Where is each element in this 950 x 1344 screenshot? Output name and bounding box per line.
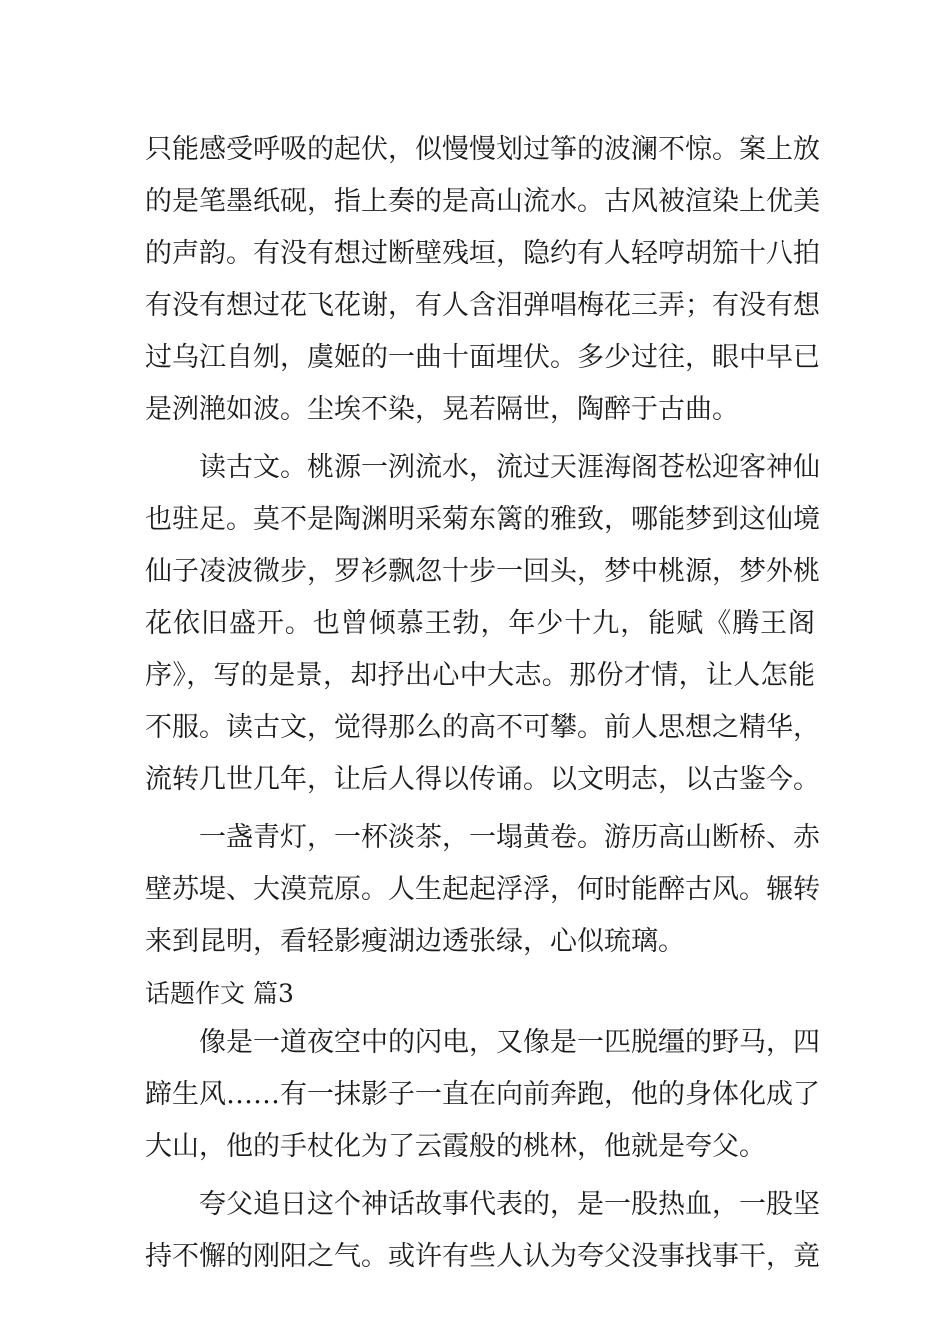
paragraph-3 bbox=[145, 812, 820, 968]
text-line: 夸父追日这个神话故事代表的，是一股热血，一股坚 bbox=[199, 1189, 820, 1220]
text-line: 持不懈的刚阳之气。或许有些人认为夸父没事找事干，竟 bbox=[145, 1241, 820, 1272]
paragraph-5 bbox=[145, 1179, 820, 1283]
text-line: 像是一道夜空中的闪电，又像是一匹脱缰的野马，四 bbox=[199, 1027, 820, 1058]
paragraph-2 bbox=[145, 442, 820, 806]
text-line: 不服。读古文，觉得那么的高不可攀。前人思想之精华， bbox=[145, 712, 820, 743]
text-line: 是洌滟如波。尘埃不染，晃若隔世，陶醉于古曲。 bbox=[145, 394, 739, 425]
text-line: 过乌江自刎，虞姬的一曲十面埋伏。多少过往，眼中早已 bbox=[145, 342, 820, 373]
paragraph-4 bbox=[145, 1017, 820, 1173]
text-line: 大山，他的手杖化为了云霞般的桃林，他就是夸父。 bbox=[145, 1131, 766, 1162]
text-line: 来到昆明，看轻影瘦湖边透张绿，心似琉璃。 bbox=[145, 926, 685, 957]
text-line: 序》，写的是景，却抒出心中大志。那份才情，让人怎能 bbox=[145, 660, 815, 691]
text-line: 有没有想过花飞花谢，有人含泪弹唱梅花三弄；有没有想 bbox=[145, 290, 820, 321]
paragraph-1 bbox=[145, 124, 820, 436]
section-heading: 话题作文 篇3 bbox=[145, 979, 294, 1008]
text-line: 读古文。桃源一洌流水，流过天涯海阁苍松迎客神仙 bbox=[199, 452, 820, 483]
text-line: 一盏青灯，一杯淡茶，一塌黄卷。游历高山断桥、赤 bbox=[199, 822, 820, 853]
text-line: 壁苏堤、大漠荒原。人生起起浮浮，何时能醉古风。辗转 bbox=[145, 874, 820, 905]
text-line: 蹄生风……有一抹影子一直在向前奔跑，他的身体化成了 bbox=[145, 1079, 820, 1110]
text-line: 只能感受呼吸的起伏，似慢慢划过筝的波澜不惊。案上放 bbox=[145, 134, 820, 165]
text-line: 的声韵。有没有想过断壁残垣，隐约有人轻哼胡笳十八拍 bbox=[145, 238, 820, 269]
text-line: 的是笔墨纸砚，指上奏的是高山流水。古风被渲染上优美 bbox=[145, 186, 820, 217]
text-line: 仙子凌波微步，罗衫飘忽十步一回头，梦中桃源，梦外桃 bbox=[145, 556, 820, 587]
essay-body bbox=[145, 124, 820, 1283]
text-line: 也驻足。莫不是陶渊明采菊东篱的雅致，哪能梦到这仙境 bbox=[145, 504, 820, 535]
text-line: 花依旧盛开。也曾倾慕王勃，年少十九，能赋《腾王阁 bbox=[145, 608, 815, 639]
text-line: 流转几世几年，让后人得以传诵。以文明志，以古鉴今。 bbox=[145, 764, 820, 795]
